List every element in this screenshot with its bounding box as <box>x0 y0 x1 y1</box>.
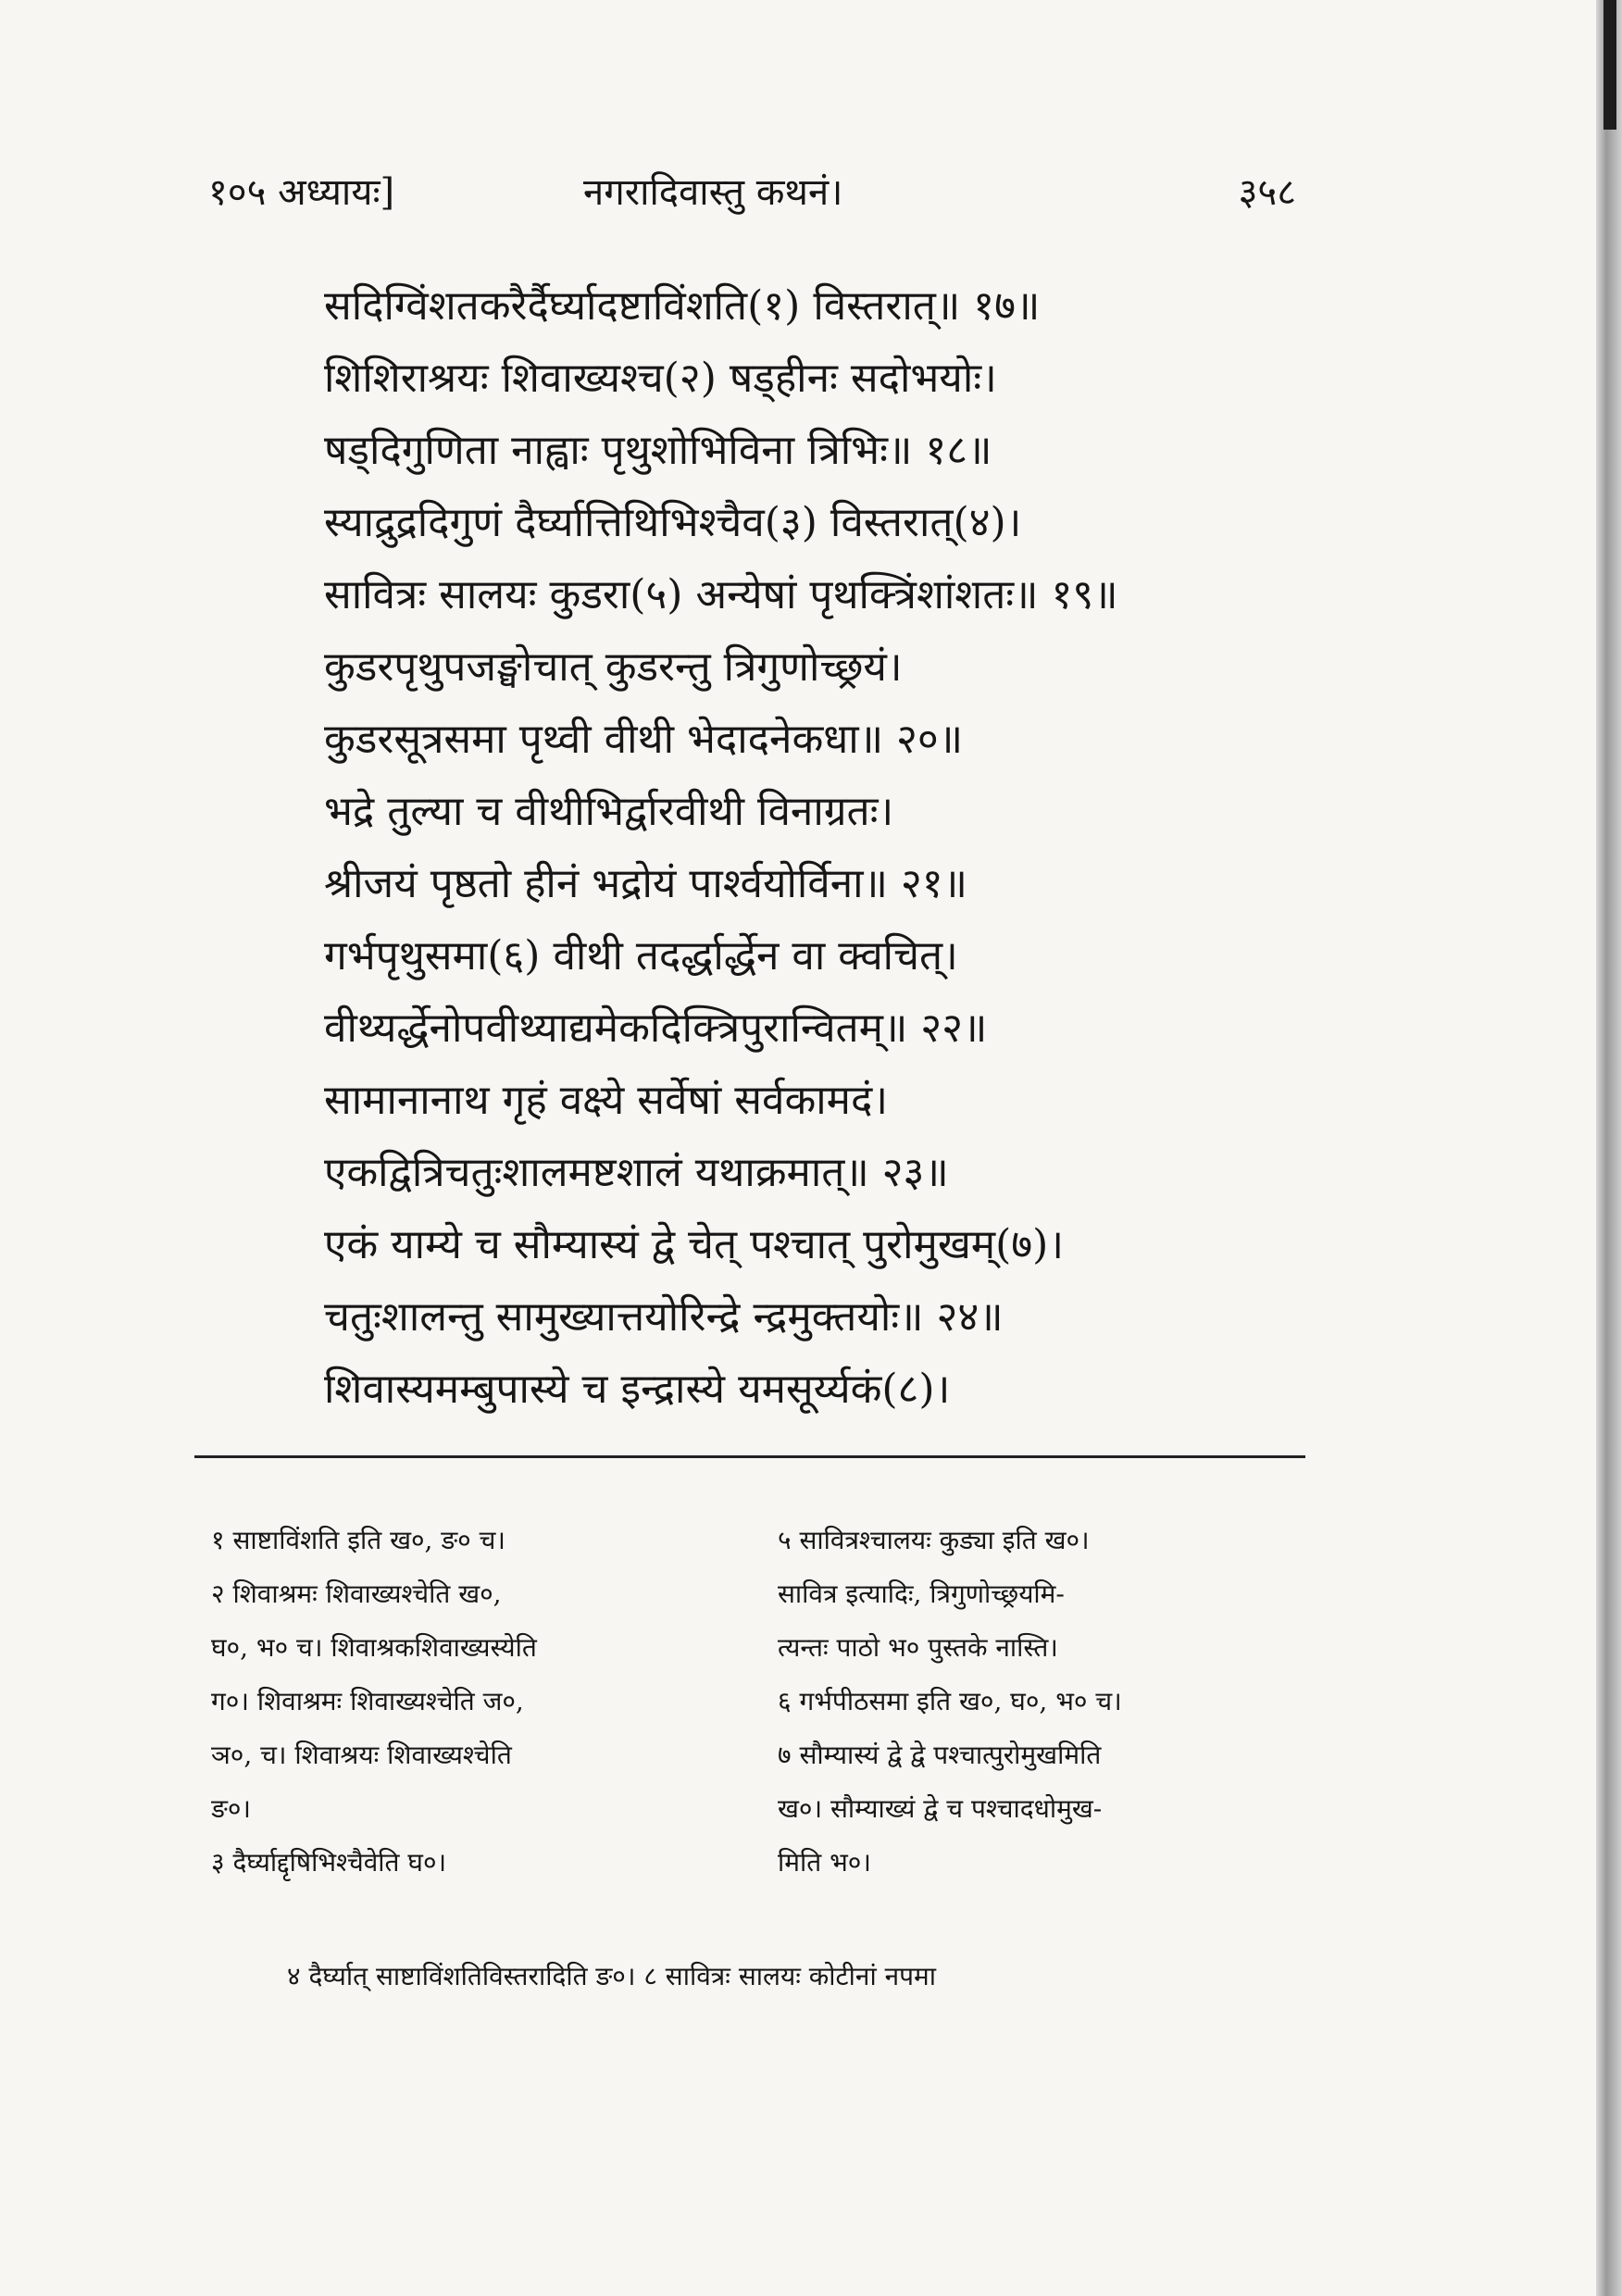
footnote-line: घ०, भ० च। शिवाश्रकशिवाख्यस्येति <box>211 1632 537 1663</box>
verse-line: कुडरपृथुपजङ्घोचात् कुडरन्तु त्रिगुणोच्छ्रयं। <box>324 643 903 691</box>
verse-block <box>324 270 1305 1426</box>
running-title: नगरादिवास्तु कथनं। <box>583 171 843 214</box>
footnote-line: त्यन्तः पाठो भ० पुस्तके नास्ति। <box>778 1632 1058 1663</box>
verse-line: श्रीजयं पृष्ठतो हीनं भद्रोयं पार्श्वयोर्विना॥ २१॥ <box>324 860 968 907</box>
footnote-line: ख०। सौम्याख्यं द्वे च पश्चादधोमुख- <box>778 1793 1103 1824</box>
footnote-line: ६ गर्भपीठसमा इति ख०, घ०, भ० च। <box>778 1686 1122 1716</box>
verse-line: सदिग्विंशतकरैर्दैर्घ्यादष्टाविंशति(१) विस्तरात्॥ १७॥ <box>324 282 1041 330</box>
footnotes-left-column <box>211 1514 767 1890</box>
footnote-divider <box>194 1455 1305 1458</box>
verse-line: षड्दिगुणिता नाह्वाः पृथुशोभिविना त्रिभिः॥ १८॥ <box>324 427 992 474</box>
verse-line: गर्भपृथुसमा(६) वीथी तदर्द्धार्द्धेन वा क्वचित्। <box>324 932 958 980</box>
chapter-label: १०५ अध्यायः] <box>208 171 395 214</box>
footnotes-right-column <box>778 1514 1305 1890</box>
footnote-line: ५ सावित्रश्चालयः कुड्या इति ख०। <box>778 1525 1090 1555</box>
footnote-line: ङ०। <box>211 1793 252 1824</box>
verse-line: एकं याम्ये च सौम्यास्यं द्वे चेत् पश्चात् पुरोमुखम्(७)। <box>324 1221 1065 1268</box>
footnote-line: ३ दैर्घ्याद्दृषिभिश्चैवेति घ०। <box>211 1847 447 1878</box>
verse-line: सावित्रः सालयः कुडरा(५) अन्येषां पृथक्त्रिंशांशतः॥ १९॥ <box>324 571 1118 618</box>
binding-edge <box>1596 0 1622 2296</box>
binding-shadow <box>1603 0 1616 130</box>
verse-line: एकद्वित्रिचतुःशालमष्टशालं यथाक्रमात्॥ २३॥ <box>324 1149 949 1196</box>
verse-line: शिशिराश्रयः शिवाख्यश्च(२) षड्हीनः सदोभयोः। <box>324 355 997 402</box>
footnote-line: २ शिवाश्रमः शिवाख्यश्चेति ख०, <box>211 1578 502 1609</box>
running-header <box>208 165 1296 220</box>
footnote-line: ग०। शिवाश्रमः शिवाख्यश्चेति ज०, <box>211 1686 524 1716</box>
verse-line: कुडरसूत्रसमा पृथ्वी वीथी भेदादनेकधा॥ २०॥ <box>324 716 964 763</box>
verse-line: वीथ्यर्द्धेनोपवीथ्याद्यमेकदिक्त्रिपुरान्वितम्॥ २२॥ <box>324 1004 988 1052</box>
footnote-line: सावित्र इत्यादिः, त्रिगुणोच्छ्रयमि- <box>778 1578 1065 1609</box>
footnote-line: १ साष्टाविंशति इति ख०, ङ० च। <box>211 1525 506 1555</box>
footnote-line: मिति भ०। <box>778 1847 871 1878</box>
verse-line: शिवास्यमम्बुपास्ये च इन्द्रास्ये यमसूर्य्यकं(८)। <box>324 1366 951 1413</box>
footnote-bottom-line: ४ दैर्घ्यात् साष्टाविंशतिविस्तरादिति ङ०। ८ सावित्रः सालयः कोटीनां नपमा <box>287 1961 937 1991</box>
footnote-line: ७ सौम्यास्यं द्वे द्वे पश्चात्पुरोमुखमिति <box>778 1740 1102 1770</box>
verse-line: सामानानाथ गृहं वक्ष्ये सर्वेषां सर्वकामदं। <box>324 1077 889 1124</box>
footnote-line: ञ०, च। शिवाश्रयः शिवाख्यश्चेति <box>211 1740 512 1770</box>
verse-line: चतुःशालन्तु सामुख्यात्तयोरिन्द्रे न्द्रमुक्तयोः॥ २४॥ <box>324 1293 1004 1341</box>
verse-line: स्याद्रुद्रदिगुणं दैर्घ्यात्तिथिभिश्चैव(३) विस्तरात्(४)। <box>324 499 1022 546</box>
page-number: ३५८ <box>1238 171 1296 214</box>
verse-line: भद्रे तुल्या च वीथीभिर्द्वारवीथी विनाग्रतः। <box>324 788 894 835</box>
